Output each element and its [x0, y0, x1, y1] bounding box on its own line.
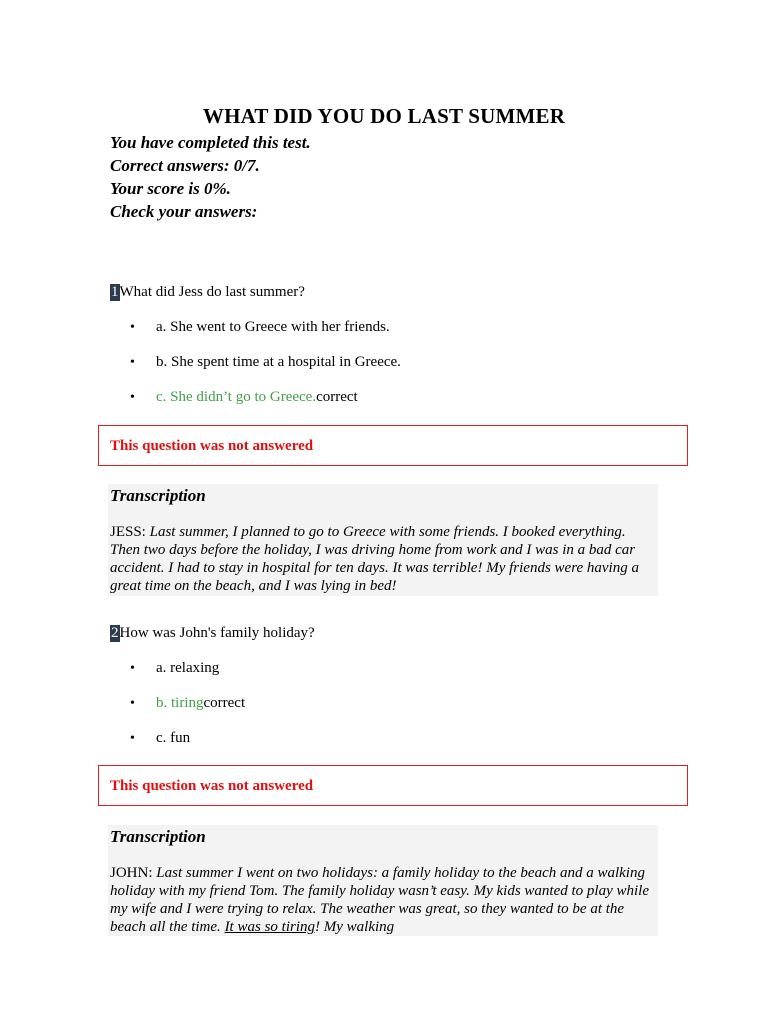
correct-option-text: b. tiring	[156, 695, 204, 711]
correct-answers-text: Correct answers: 0/7.	[110, 156, 260, 175]
not-answered-notice	[98, 765, 688, 806]
bullet-icon: •	[130, 696, 135, 711]
page-title: WHAT DID YOU DO LAST SUMMER	[202, 104, 566, 128]
bullet-icon: •	[130, 661, 135, 676]
correct-label: correct	[316, 389, 358, 405]
bullet-icon: •	[130, 731, 135, 746]
transcription-body-end: ! My walking	[315, 919, 395, 935]
question-2	[110, 625, 315, 642]
question-1	[110, 284, 305, 301]
check-answers-text: Check your answers:	[110, 202, 258, 221]
transcription-heading: Transcription	[110, 486, 206, 505]
notice-text: This question was not answered	[110, 778, 314, 794]
option-text: c. fun	[156, 730, 191, 746]
bullet-icon: •	[130, 355, 135, 370]
option-b	[130, 695, 245, 712]
completed-text: You have completed this test.	[110, 133, 311, 152]
result-summary	[110, 131, 311, 223]
notice-text: This question was not answered	[110, 438, 314, 454]
transcription-body-start: Last summer I went on two holidays: a family holiday to the beach and a walking holiday with my friend Tom. The family holiday wasn’t easy. My kids wanted to play while my wife and I were trying to relax. The weather was great, so they wanted to be at the beach all the time.	[110, 865, 649, 935]
option-a	[130, 660, 219, 677]
option-text: a. relaxing	[156, 660, 220, 676]
transcription-box	[108, 825, 658, 936]
question-text: What did Jess do last summer?	[119, 284, 305, 300]
transcription-heading: Transcription	[110, 827, 206, 846]
transcription-text	[108, 523, 658, 595]
transcription-body: Last summer, I planned to go to Greece with some friends. I booked everything. Then two days before the holiday, I was driving home from work and I was in a bad car accident. I had to stay in hospital for ten days. It was terrible! My friends were having a great time on the beach, and I was lying in bed!	[110, 524, 639, 594]
bullet-icon: •	[130, 390, 135, 405]
option-c	[130, 730, 190, 747]
transcription-text	[108, 864, 658, 936]
option-text: a. She went to Greece with her friends.	[156, 319, 390, 335]
bullet-icon: •	[130, 320, 135, 335]
question-number-badge: 2	[111, 625, 119, 641]
speaker-label: JOHN:	[110, 865, 153, 881]
correct-label: correct	[203, 695, 246, 711]
speaker-label: JESS:	[110, 524, 146, 540]
option-b	[130, 354, 401, 371]
question-number-badge: 1	[111, 284, 119, 300]
underlined-phrase: It was so tiring	[224, 919, 315, 935]
correct-option-text: c. She didn’t go to Greece.	[156, 389, 317, 405]
transcription-box	[108, 484, 658, 596]
option-a	[130, 319, 390, 336]
score-text: Your score is 0%.	[110, 179, 231, 198]
not-answered-notice	[98, 425, 688, 466]
question-text: How was John's family holiday?	[119, 625, 315, 641]
transcription-body	[110, 865, 649, 935]
option-text: b. She spent time at a hospital in Greece.	[156, 354, 401, 370]
option-c	[130, 389, 358, 406]
